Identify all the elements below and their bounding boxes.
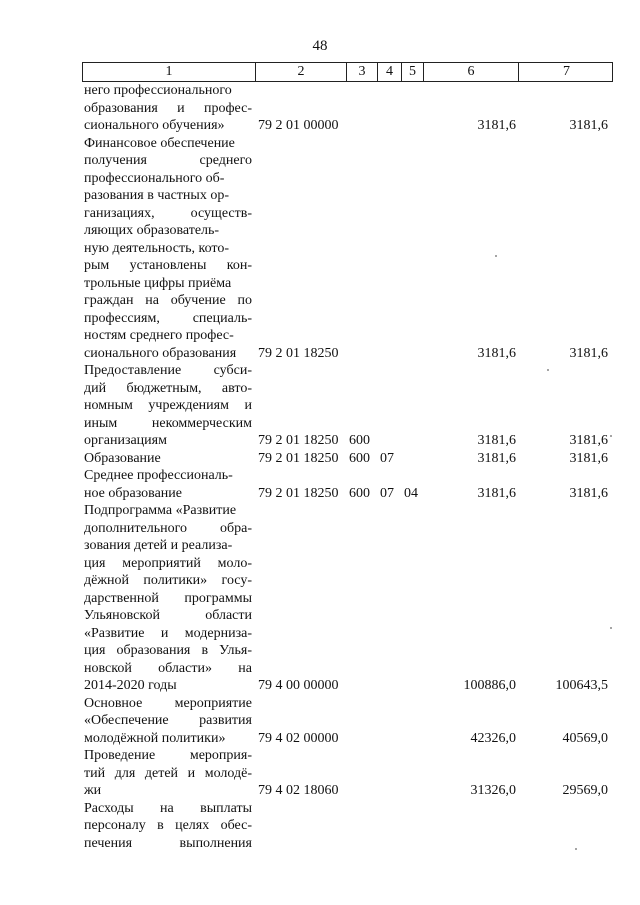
page-number: 48 <box>312 38 328 54</box>
item-name-line: трольные цифры приёма <box>84 275 232 291</box>
col3-cell: 600 <box>349 433 370 448</box>
code-cell: 79 4 02 00000 <box>258 730 339 746</box>
value-2019-cell: 100886,0 <box>463 678 516 693</box>
item-name-line: Среднее профессиональ- <box>84 468 233 483</box>
item-name-line: Основное мероприятие <box>84 695 252 711</box>
item-name-line: ную деятельность, кото- <box>84 240 229 256</box>
col3-cell: 600 <box>349 485 370 501</box>
value-2019-cell: 3181,6 <box>477 345 516 361</box>
scan-speck <box>547 369 549 371</box>
item-names-column <box>84 82 252 852</box>
value-2019-cell: 3181,6 <box>477 450 516 466</box>
item-name-line: Подпрограмма «Развитие <box>84 503 237 518</box>
item-name-line: организациям <box>84 433 167 448</box>
item-name-line: иным некоммерческим <box>84 415 252 431</box>
item-name-line: молодёжной политики» <box>84 730 226 746</box>
item-name-line: Предоставление субси- <box>84 363 252 378</box>
value-2020-cell: 3181,6 <box>569 433 608 448</box>
item-name-line: жи <box>84 783 102 798</box>
value-2020-cell: 3181,6 <box>569 485 608 501</box>
value-2020-cell: 3181,6 <box>569 345 608 361</box>
header-col-1: 1 <box>165 64 173 79</box>
item-name-line: сионального образования <box>84 345 237 361</box>
header-col-3: 3 <box>346 63 377 81</box>
item-name-line: 2014-2020 годы <box>84 678 177 693</box>
value-2020-cell: 3181,6 <box>569 118 608 133</box>
scan-speck <box>610 627 612 629</box>
item-name-line: Финансовое обеспечение <box>84 135 235 151</box>
item-name-line: «Обеспечение развития <box>84 713 252 728</box>
value-2020-cell: 100643,5 <box>555 678 608 693</box>
item-name-line: новской области» на <box>84 660 252 676</box>
col4-cell: 07 <box>380 450 394 466</box>
item-name-line: дарственной программы <box>84 590 252 606</box>
value-2019-cell: 42326,0 <box>470 730 516 746</box>
code-cell: 79 2 01 00000 <box>258 118 339 133</box>
value-2020-cell: 3181,6 <box>569 450 608 466</box>
header-col-5: 5 <box>401 63 423 81</box>
item-name-line: дий бюджетным, авто- <box>84 380 252 396</box>
item-name-line: печения выполнения <box>84 835 252 851</box>
item-name-line: ганизациях, осуществ- <box>84 205 252 221</box>
item-name-line: «Развитие и модерниза- <box>84 625 252 641</box>
item-name-line: профессиям, специаль- <box>84 310 252 326</box>
code-cell: 79 2 01 18250 <box>258 450 339 466</box>
item-name-line: рым установлены кон- <box>84 258 252 273</box>
item-name-line: тий для детей и молодё- <box>84 765 252 781</box>
item-name-line: ляющих образователь- <box>84 223 220 238</box>
value-2019-cell: 3181,6 <box>477 485 516 501</box>
item-name-line: ция образования в Улья- <box>84 643 252 658</box>
item-name-line: Расходы на выплаты <box>84 800 252 816</box>
item-name-line: ностям среднего профес- <box>84 328 234 343</box>
header-col-4: 4 <box>377 63 401 81</box>
code-cell: 79 4 00 00000 <box>258 678 339 693</box>
table-header-row <box>82 62 613 82</box>
value-2019-cell: 3181,6 <box>477 118 516 133</box>
code-cell: 79 4 02 18060 <box>258 783 339 798</box>
code-cell: 79 2 01 18250 <box>258 345 339 361</box>
scan-speck <box>495 255 497 257</box>
col3-cell: 600 <box>349 450 370 466</box>
col5-cell: 04 <box>404 485 418 501</box>
header-col-7: 7 <box>518 63 614 81</box>
header-col-2: 2 <box>255 63 346 81</box>
item-name-line: дополнительного обра- <box>84 520 252 536</box>
item-name-line: ция мероприятий моло- <box>84 555 252 571</box>
item-name-line: ное образование <box>84 485 182 501</box>
item-name-line: зования детей и реализа- <box>84 538 233 553</box>
scan-speck <box>610 435 612 437</box>
item-name-line: дёжной политики» госу- <box>84 573 252 588</box>
item-name-line: разования в частных ор- <box>84 188 229 203</box>
header-col-6: 6 <box>423 63 518 81</box>
item-name-line: образования и профес- <box>84 100 252 116</box>
code-cell: 79 2 01 18250 <box>258 433 339 448</box>
item-name-line: Образование <box>84 450 161 466</box>
item-name-line: граждан на обучение по <box>84 293 252 308</box>
item-name-line: получения среднего <box>84 153 252 168</box>
value-2019-cell: 3181,6 <box>477 433 516 448</box>
item-name-line: сионального обучения» <box>84 118 225 133</box>
value-2019-cell: 31326,0 <box>470 783 516 798</box>
code-cell: 79 2 01 18250 <box>258 485 339 501</box>
item-name-line: Ульяновской области <box>84 608 252 623</box>
item-name-line: Проведение мероприя- <box>84 748 252 763</box>
scan-speck <box>575 848 577 850</box>
item-name-line: персоналу в целях обес- <box>84 818 252 833</box>
value-2020-cell: 29569,0 <box>562 783 608 798</box>
col4-cell: 07 <box>380 485 394 501</box>
value-2020-cell: 40569,0 <box>562 730 608 746</box>
item-name-line: профессионального об- <box>84 170 225 186</box>
item-name-line: него профессионального <box>84 83 232 98</box>
item-name-line: номным учреждениям и <box>84 398 252 413</box>
